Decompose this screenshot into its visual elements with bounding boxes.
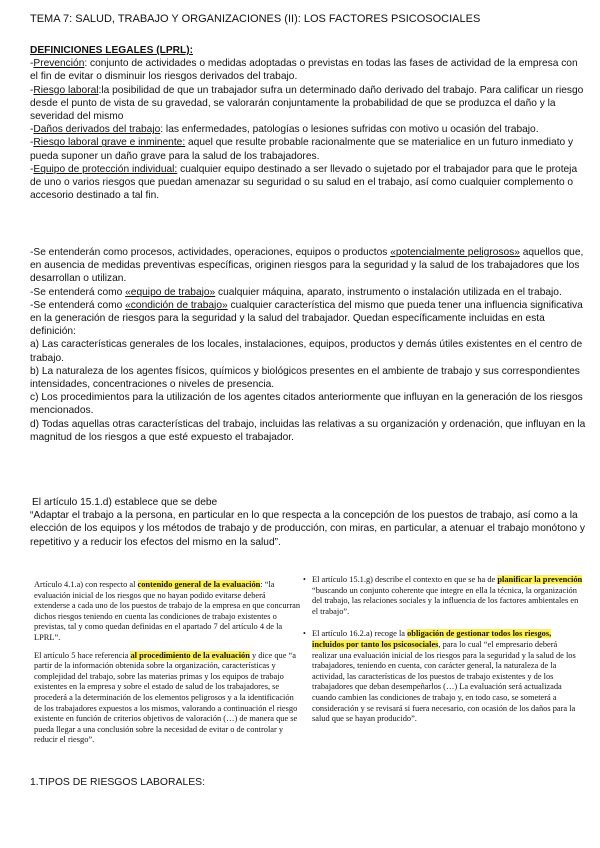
section-heading: 1.TIPOS DE RIESGOS LABORALES: [30, 777, 205, 788]
definitions-heading: DEFINICIONES LEGALES (LPRL): [30, 45, 193, 56]
article-15-1-g-paragraph: • El artículo 15.1.g) describe el contexto en que se ha de planificar la prevención “buscando un conjunto coherente que integre en ella la técnica, la organización del trabajo, las relaciones sociales y la influencia de los factores ambientales en el trabajo”. [303, 575, 583, 616]
article-5-paragraph: El artículo 5 hace referencia al procedimiento de la evaluación y dice que “a partir de la información obtenida sobre la organización, características y complejidad del trabajo, sobre las materias primas y los equipos de trabajo existentes en la empresa y sobre el estado de salud de los trabajadores, se procederá a la determinación de los elementos peligrosos y a la identificación de los trabajadores expuestos a los mismos, valorando a continuación el riesgo existente en función de criterios objetivos de valoración (…) de manera que se pueda llegar a una conclusión sobre la necesidad de evitar o de controlar y reducir el riesgo”. [34, 650, 298, 745]
right-column-excerpt [303, 575, 584, 732]
article-16-2-a-paragraph: • El artículo 16.2.a) recoge la obligación de gestionar todos los riesgos, incluidos por tanto los psicosociales, para lo cual “el empresario deberá realizar una evaluación inicial de los riesgos para la seguridad y la salud de los trabajadores, teniendo en cuenta, con carácter general, la naturaleza de la actividad, las características de los puestos de trabajo existentes y de los trabajadores que deban desempeñarlos (…) La evaluación será actualizada cuando cambien las condiciones de trabajo y, en todo caso, se someterá a consideración y se revisará si fuera necesario, con ocasión de los daños para la salud que se hayan producido”. [303, 629, 576, 724]
definition-item: -Riesgo laboral grave e inminente: aquel que resulte probable racionalmente que se materialice en un futuro inmediato y pueda suponer un daño grave para la salud de los trabajadores. [30, 137, 574, 162]
legal-definitions [30, 44, 586, 202]
definition-term: Daños derivados del trabajo [33, 124, 161, 136]
concept-term: «equipo de trabajo» [125, 286, 216, 298]
concept-term: «condición de trabajo» [125, 299, 228, 311]
legal-concepts [30, 246, 586, 444]
definition-item: -Daños derivados del trabajo: las enfermedades, patologías o lesiones sufridas con motivo u ocasión del trabajo. [30, 124, 539, 136]
article-intro: El artículo 15.1.d) establece que se debe [32, 497, 218, 508]
definition-item: -Prevención: conjunto de actividades o medidas adoptadas o previstas en todas las fases de actividad de la empresa con el fin de evitar o disminuir los riesgos derivados del trabajo. [30, 58, 578, 83]
condition-list-item: c) Los procedimientos para la utilización de los agentes citados anteriormente que influyan en la generación de los riesgos mencionados. [30, 392, 583, 417]
condition-list-item: d) Todas aquellas otras características del trabajo, incluidas las relativas a su organización y ordenación, que influyan en la magnitud de los riesgos a que esté expuesto el trabajador. [30, 418, 586, 443]
article-quote: “Adaptar el trabajo a la persona, en particular en lo que respecta a la concepción de los puestos de trabajo, así como a la elección de los equipos y los métodos de trabajo y de producción, con miras, en particular, a atenuar el trabajo monótono y repetitivo y a reducir los efectos del mismo en la salud”. [30, 510, 585, 548]
highlight: planificar la prevención [497, 575, 583, 584]
bullet-icon: • [303, 575, 306, 584]
concept-item: -Se entenderán como procesos, actividades, operaciones, equipos o productos «potencialmente peligrosos» aquellos que, en ausencia de medidas preventivas específicas, originen riesgos para la seguridad y la salud de los trabajadores que los desarrollan o utilizan. [30, 247, 584, 285]
bullet-icon: • [303, 629, 306, 639]
definition-item: -Riesgo laboral:la posibilidad de que un trabajador sufra un determinado daño derivado del trabajo. Para calificar un riesgo desde el punto de vista de su gravedad, se valorarán conjuntamente la probabilidad de que se produzca el daño y la severidad del mismo [30, 84, 584, 123]
highlight: contenido general de la evaluación [137, 580, 261, 589]
concept-term: «potencialmente peligrosos» [390, 247, 520, 258]
left-column-excerpt [34, 580, 302, 753]
concept-item: -Se entenderá como «condición de trabajo» cualquier característica del mismo que pueda tener una influencia significativa en la generación de riesgos para la seguridad y la salud del trabajador. Quedan específicamente incluidas en esta definición: [30, 299, 583, 338]
definition-term: Riesgo laboral [33, 84, 99, 96]
condition-list-item: a) Las características generales de los locales, instalaciones, equipos, productos y demás útiles existentes en el centro de trabajo. [30, 339, 583, 364]
page-title: TEMA 7: SALUD, TRABAJO Y ORGANIZACIONES (II): LOS FACTORES PSICOSOCIALES [30, 13, 481, 25]
definition-item: -Equipo de protección individual: cualquier equipo destinado a ser llevado o sujetado por el trabajador para que le proteja de uno o varios riesgos que puedan amenazar su seguridad o su salud en el trabajo, así como cualquier complemento o accesorio destinado a tal fin. [30, 163, 578, 202]
highlight: obligación de gestionar todos los riesgos, incluidos por tanto los psicosociales [312, 629, 552, 649]
article-15-1-d [30, 496, 586, 549]
concept-item: -Se entenderá como «equipo de trabajo» cualquier máquina, aparato, instrumento o instalación utilizada en el trabajo. [30, 286, 562, 298]
definition-term: Equipo de protección individual: [33, 163, 178, 175]
article-4-paragraph: Artículo 4.1.a) con respecto al contenido general de la evaluación: “la evaluación inicial de los riesgos que no hayan podido evitarse deberá extenderse a cada uno de los puestos de trabajo de la empresa en que concurran dichos riesgos teniendo en cuenta las condiciones de trabajo existentes o previstas, tal y como quedan definidas en el apartado 7 del artículo 4 de la LPRL”. [34, 580, 301, 642]
highlight: al procedimiento de la evaluación [130, 650, 250, 660]
definition-term: Riesgo laboral grave e inminente: [33, 137, 186, 149]
condition-list-item: b) La naturaleza de los agentes físicos, químicos y biológicos presentes en el ambiente de trabajo y sus correspondientes intensidades, concentraciones o niveles de presencia. [30, 365, 580, 391]
definition-term: Prevención [33, 58, 85, 70]
